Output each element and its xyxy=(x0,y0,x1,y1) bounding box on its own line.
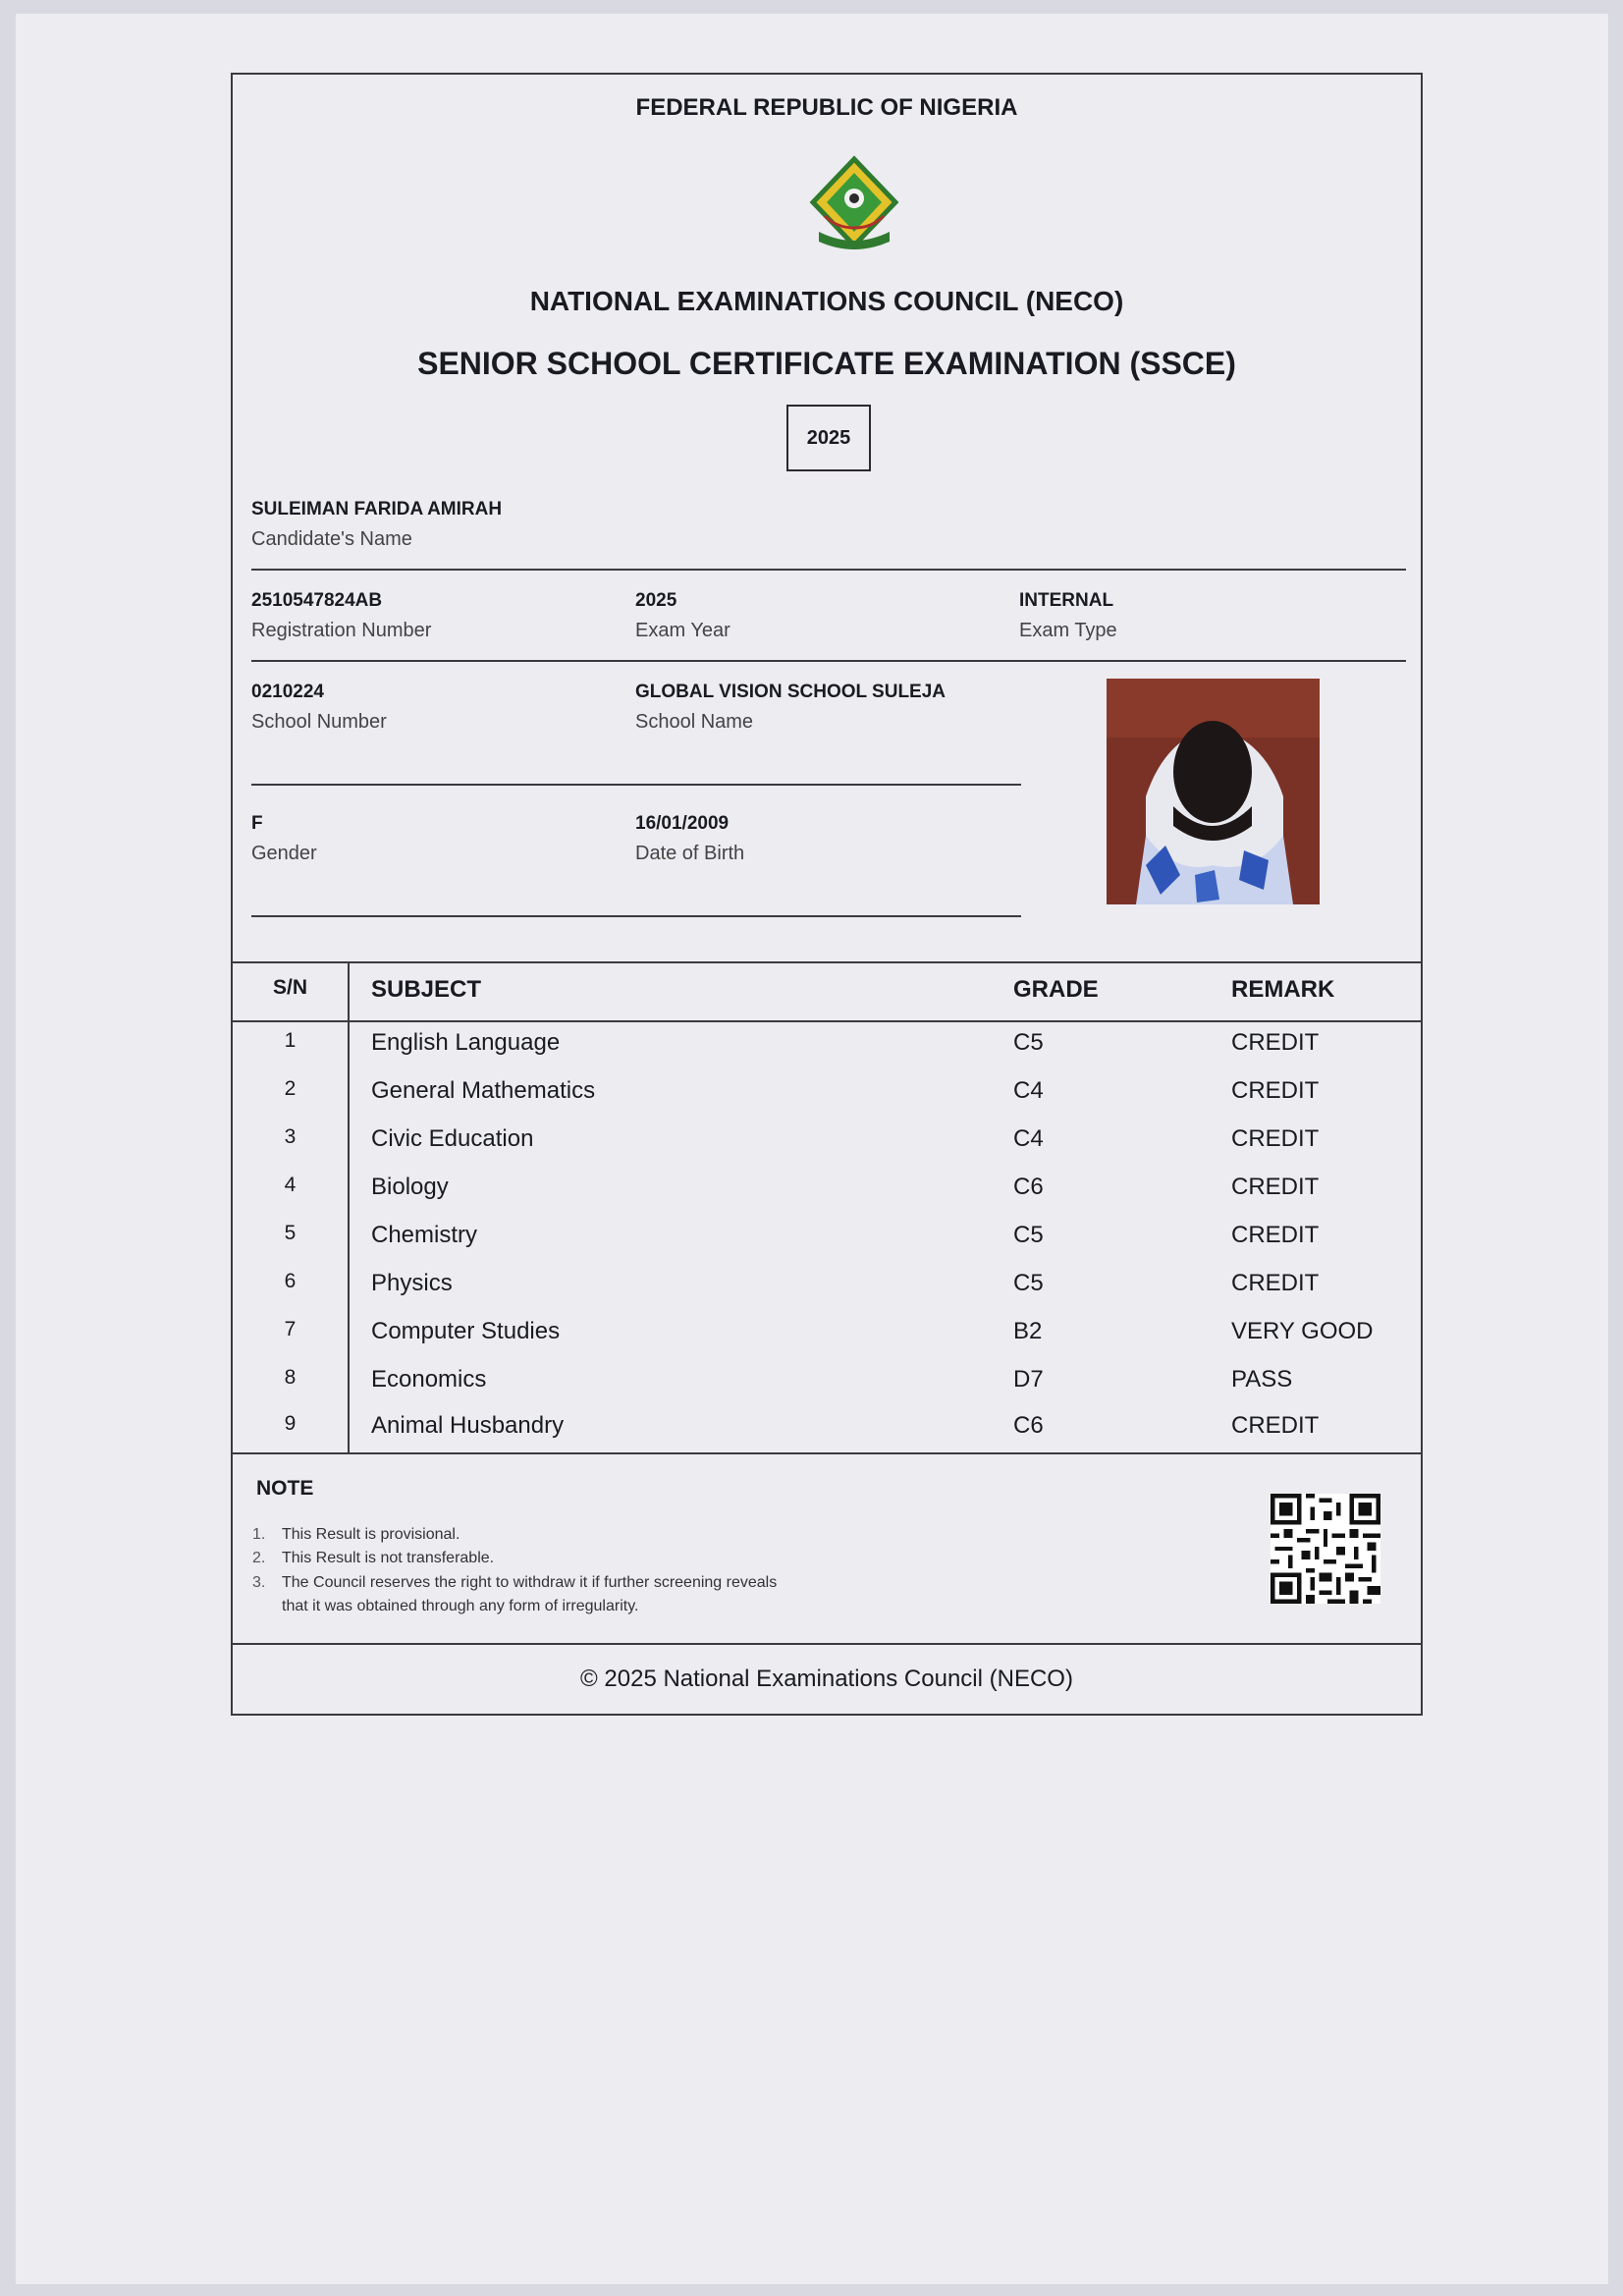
row-grade: C4 xyxy=(1013,1077,1044,1104)
note-item xyxy=(252,1550,494,1567)
table-bottom-rule xyxy=(233,1452,1421,1454)
divider xyxy=(251,569,1406,571)
registration-number: 2510547824AB xyxy=(251,590,383,611)
row-remark: VERY GOOD xyxy=(1231,1318,1374,1344)
row-grade: C5 xyxy=(1013,1029,1044,1056)
note-item xyxy=(252,1526,460,1544)
note-number: 3. xyxy=(252,1574,266,1591)
date-of-birth-label: Date of Birth xyxy=(635,843,745,864)
row-subject: Biology xyxy=(371,1174,449,1200)
row-sn: 5 xyxy=(284,1222,297,1244)
col-header-grade: GRADE xyxy=(1013,976,1099,1003)
candidate-name-label: Candidate's Name xyxy=(251,528,412,550)
footer-rule xyxy=(233,1643,1421,1645)
row-sn: 4 xyxy=(284,1174,297,1196)
row-grade: D7 xyxy=(1013,1366,1044,1393)
col-header-remark: REMARK xyxy=(1231,976,1335,1003)
row-sn: 2 xyxy=(284,1077,297,1100)
row-remark: CREDIT xyxy=(1231,1412,1320,1439)
row-grade: C5 xyxy=(1013,1222,1044,1248)
note-title: NOTE xyxy=(256,1477,314,1500)
registration-number-label: Registration Number xyxy=(251,620,432,641)
neco-crest-icon xyxy=(807,155,901,253)
exam-type: INTERNAL xyxy=(1019,590,1114,611)
row-sn: 8 xyxy=(284,1366,297,1389)
row-grade: C4 xyxy=(1013,1125,1044,1152)
candidate-name: SULEIMAN FARIDA AMIRAH xyxy=(251,499,503,519)
col-header-subject: SUBJECT xyxy=(371,976,482,1003)
candidate-photo xyxy=(1107,679,1320,904)
row-grade: C5 xyxy=(1013,1270,1044,1296)
divider xyxy=(251,915,1021,917)
exam-year: 2025 xyxy=(635,590,677,611)
note-text: that it was obtained through any form of irregularity. xyxy=(282,1598,639,1614)
school-number-label: School Number xyxy=(251,711,387,733)
note-text: This Result is provisional. xyxy=(282,1526,460,1543)
row-subject: Animal Husbandry xyxy=(371,1412,565,1439)
row-sn: 7 xyxy=(284,1318,297,1340)
row-remark: CREDIT xyxy=(1231,1029,1320,1056)
note-item xyxy=(252,1598,638,1615)
scanned-sheet xyxy=(16,14,1608,2284)
exam-type-label: Exam Type xyxy=(1019,620,1117,641)
row-subject: Physics xyxy=(371,1270,453,1296)
row-subject: Chemistry xyxy=(371,1222,478,1248)
divider xyxy=(251,784,1021,786)
row-grade: C6 xyxy=(1013,1412,1044,1439)
date-of-birth: 16/01/2009 xyxy=(635,813,730,834)
row-grade: C6 xyxy=(1013,1174,1044,1200)
row-subject: Computer Studies xyxy=(371,1318,561,1344)
gender: F xyxy=(251,813,263,834)
sn-column-divider xyxy=(348,961,350,1452)
row-subject: Civic Education xyxy=(371,1125,534,1152)
row-subject: Economics xyxy=(371,1366,487,1393)
copyright: © 2025 National Examinations Council (NECO) xyxy=(580,1666,1073,1692)
school-number: 0210224 xyxy=(251,682,324,702)
note-text: This Result is not transferable. xyxy=(282,1550,495,1566)
row-remark: CREDIT xyxy=(1231,1077,1320,1104)
gender-label: Gender xyxy=(251,843,317,864)
school-name: GLOBAL VISION SCHOOL SULEJA xyxy=(635,682,947,702)
note-item xyxy=(252,1574,777,1592)
school-name-label: School Name xyxy=(635,711,754,733)
exam-title: SENIOR SCHOOL CERTIFICATE EXAMINATION (SSCE) xyxy=(417,346,1236,381)
note-number: 1. xyxy=(252,1526,266,1543)
qr-code-icon xyxy=(1271,1494,1380,1604)
table-top-rule xyxy=(233,961,1421,963)
divider xyxy=(251,660,1406,662)
row-grade: B2 xyxy=(1013,1318,1043,1344)
row-remark: CREDIT xyxy=(1231,1125,1320,1152)
note-text: The Council reserves the right to withdraw it if further screening reveals xyxy=(282,1574,778,1591)
year-box: 2025 xyxy=(786,405,871,471)
row-sn: 3 xyxy=(284,1125,297,1148)
table-header-rule xyxy=(233,1020,1421,1022)
note-number: 2. xyxy=(252,1550,266,1566)
row-remark: CREDIT xyxy=(1231,1222,1320,1248)
row-subject: English Language xyxy=(371,1029,561,1056)
row-sn: 6 xyxy=(284,1270,297,1292)
row-sn: 9 xyxy=(284,1412,297,1435)
council-title: NATIONAL EXAMINATIONS COUNCIL (NECO) xyxy=(529,286,1124,316)
col-header-sn: S/N xyxy=(272,976,307,999)
row-remark: PASS xyxy=(1231,1366,1293,1393)
result-card xyxy=(231,73,1423,1716)
row-subject: General Mathematics xyxy=(371,1077,596,1104)
row-remark: CREDIT xyxy=(1231,1174,1320,1200)
row-remark: CREDIT xyxy=(1231,1270,1320,1296)
row-sn: 1 xyxy=(284,1029,297,1052)
country-title: FEDERAL REPUBLIC OF NIGERIA xyxy=(635,94,1018,121)
exam-year-label: Exam Year xyxy=(635,620,730,641)
